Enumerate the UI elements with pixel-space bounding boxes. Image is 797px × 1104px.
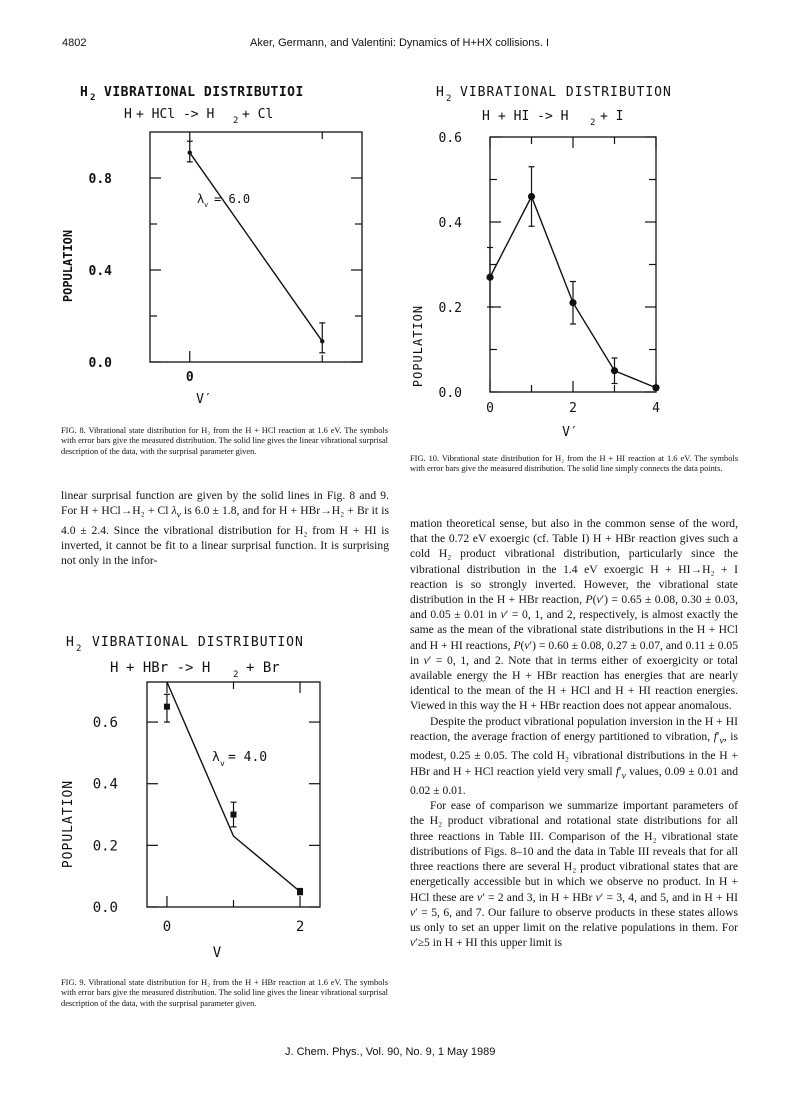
fig10-ytick-label: 0.6 bbox=[438, 131, 462, 146]
journal-footer: J. Chem. Phys., Vol. 90, No. 9, 1 May 1989 bbox=[285, 1046, 496, 1058]
fig10-ytick-label: 0.4 bbox=[438, 216, 462, 231]
fig9-caption: FIG. 9. Vibrational state distribution for H₂ from the H + HBr reaction at 1.6 eV. The symbols with error bars give the measured distribution. The solid line gives the linear vibrational surprisal description of the data, with the surprisal parameter given. bbox=[61, 978, 388, 1008]
fig10-ytick-label: 0.2 bbox=[438, 301, 462, 316]
fig9-title: VIBRATIONAL DISTRIBUTION bbox=[92, 635, 304, 650]
svg-text:2: 2 bbox=[233, 116, 239, 126]
fig10-subtitle-b: + I bbox=[600, 109, 624, 124]
fig9-subtitle-a: + HBr -> H bbox=[126, 660, 211, 676]
fig9-ytick-label: 0.6 bbox=[92, 715, 118, 732]
svg-text:2: 2 bbox=[76, 644, 82, 654]
fig8-xlabel: V′ bbox=[196, 392, 212, 407]
fig10-subtitle-a: + HI -> H bbox=[498, 109, 569, 124]
fig10-point bbox=[486, 274, 493, 281]
fig8-xtick-label: 0 bbox=[185, 370, 194, 385]
fig8-subtitle-h: H bbox=[124, 107, 132, 122]
fig10-ylabel: POPULATION bbox=[411, 304, 425, 388]
fig9-subtitle-b: + Br bbox=[246, 660, 280, 676]
fig9-chart bbox=[52, 620, 392, 965]
fig9-line bbox=[167, 682, 300, 892]
fig8-ytick-label: 0.4 bbox=[88, 264, 112, 279]
fig10-point bbox=[569, 299, 576, 306]
svg-text:2: 2 bbox=[590, 118, 596, 128]
fig8-lambda: λ bbox=[197, 192, 205, 206]
fig8-subtitle-a: + HCl -> H bbox=[136, 107, 215, 122]
fig9-frame bbox=[147, 682, 320, 907]
fig10-plot-area bbox=[439, 131, 661, 416]
fig8-title-h: H bbox=[80, 85, 88, 100]
fig9-ytick-label: 0.4 bbox=[92, 776, 118, 793]
fig10-subtitle-h: H bbox=[482, 109, 490, 124]
fig9-xlabel: V bbox=[212, 945, 222, 961]
fig10-title: VIBRATIONAL DISTRIBUTION bbox=[460, 85, 672, 100]
fig9-xtick-label: 0 bbox=[162, 919, 172, 935]
fig8-plot-area bbox=[89, 132, 362, 385]
fig10-xlabel: V′ bbox=[562, 425, 578, 440]
fig9-annotation: = 4.0 bbox=[228, 750, 268, 765]
fig9-ytick-label: 0.2 bbox=[92, 838, 118, 855]
fig8-subtitle-b: + Cl bbox=[242, 107, 274, 122]
fig9-ytick-label: 0.0 bbox=[92, 900, 118, 916]
fig10-title-h: H bbox=[436, 85, 444, 100]
fig10-ytick-label: 0.0 bbox=[438, 386, 462, 401]
fig8-chart bbox=[52, 80, 392, 415]
fig10-xtick-label: 0 bbox=[486, 401, 494, 416]
fig10-chart bbox=[400, 80, 740, 445]
running-title: Aker, Germann, and Valentini: Dynamics of H+HX collisions. I bbox=[250, 37, 550, 49]
fig8-line bbox=[190, 153, 323, 342]
fig9-ylabel: POPULATION bbox=[61, 779, 76, 869]
left-column-text: linear surprisal function are given by the solid lines in Fig. 8 and 9. For H + HCl→H₂ + Cl $\lambda_v$ is 6.0 ± 1.8, and for H + HBr→H₂ + Br it is 4.0 ± 2.4. Since the vibrational distribution for H₂ from H + HI is inverted, it cannot be fit to a linear surprisal function. It is surprising not only in the infor- bbox=[61, 489, 389, 568]
fig8-title: VIBRATIONAL DISTRIBUTIOI bbox=[104, 85, 304, 100]
right-column-text: mation theoretical sense, but also in the common sense of the word, that the 0.72 eV exoergic (cf. Table I) H + HBr reaction gives such a cold H₂ product vibrational distribution, particularly since the vibrational distribution in the 1.4 eV exoergic H + HI→H₂ + I reaction is so strongly inverted. However, the vibrational state distribution in the H + HBr reaction, P(v′) = 0.65 ± 0.08, 0.30 ± 0.03, and 0.05 ± 0.01 in v′ = 0, 1, and 2, respectively, is almost exactly the same as the mean of the vibrational state distributions in the H + HCl and H + HI reactions, P(v′) = 0.60 ± 0.08, 0.27 ± 0.07, and 0.11 ± 0.05 in v′ = 0, 1, and 2. Note that in terms either of exoergicity or total available energy the H + HBr reaction has energies that are nearly identical to the mean of the H + HCl and H + HI reaction energies. Viewed in this way the H + HBr reaction does not appear anomalous. Despite the product vibrational population inversion in the H + HI reaction, the average fraction of energy partitioned to vibration, $f'_v$, is modest, 0.25 ± 0.05. The cold H₂ vibrational distributions in the H + HBr and H + HCl reaction yield very small $f'_v$ values, 0.09 ± 0.01 and 0.02 ± 0.01. For ease of comparison we summarize important parameters of the H₂ product vibrational and rotational state distributions for all three reactions in Table III. Comparison of the H₂ vibrational state distributions of Figs. 8–10 and the data in Table III reveals that for all three reactions there are several H₂ product vibrational states that are energetically accessible but in which we observe no product. In H + HCl these are v′ = 2 and 3, in H + HBr v′ = 3, 4, and 5, and in H + HI v′ = 5, 6, and 7. Our failure to observe products in these states allows us only to set an upper limit on the relative populations in them. For v′≥5 in H + HI this upper limit is bbox=[410, 517, 739, 950]
fig10-point bbox=[652, 384, 659, 391]
fig10-frame bbox=[490, 137, 656, 392]
fig9-lambda: λ bbox=[212, 750, 220, 765]
fig10-caption: FIG. 10. Vibrational state distribution for H₂ from the H + HI reaction at 1.6 eV. The symbols with error bars give the measured distribution. The solid line simply connects the data points. bbox=[410, 454, 738, 474]
svg-text:v: v bbox=[204, 201, 209, 209]
fig9-point bbox=[297, 889, 303, 895]
fig10-point bbox=[528, 193, 535, 200]
fig9-xtick-label: 2 bbox=[295, 919, 305, 935]
fig8-annotation: = 6.0 bbox=[214, 192, 251, 206]
fig10-xtick-label: 4 bbox=[652, 401, 660, 416]
fig10-point bbox=[611, 367, 618, 374]
fig8-ylabel: POPULATION bbox=[61, 229, 75, 303]
fig8-point bbox=[188, 151, 192, 155]
page-number: 4802 bbox=[62, 37, 87, 49]
fig8-point bbox=[320, 339, 324, 343]
fig9-plot-area bbox=[93, 682, 320, 935]
svg-text:v: v bbox=[220, 759, 225, 768]
fig9-subtitle-h: H bbox=[110, 660, 119, 676]
fig8-ytick-label: 0.8 bbox=[88, 172, 112, 187]
svg-text:2: 2 bbox=[446, 94, 452, 104]
svg-text:2: 2 bbox=[90, 93, 96, 103]
fig9-title-h: H bbox=[66, 635, 74, 650]
fig10-xtick-label: 2 bbox=[569, 401, 577, 416]
fig8-caption: FIG. 8. Vibrational state distribution for H₂ from the H + HCl reaction at 1.6 eV. The symbols with error bars give the measured distribution. The solid line gives the linear vibrational surprisal description of the data, with the surprisal parameter given. bbox=[61, 426, 388, 456]
svg-text:2: 2 bbox=[233, 670, 239, 680]
fig8-ytick-label: 0.0 bbox=[88, 356, 112, 371]
fig9-point bbox=[164, 704, 170, 710]
fig9-point bbox=[231, 812, 237, 818]
